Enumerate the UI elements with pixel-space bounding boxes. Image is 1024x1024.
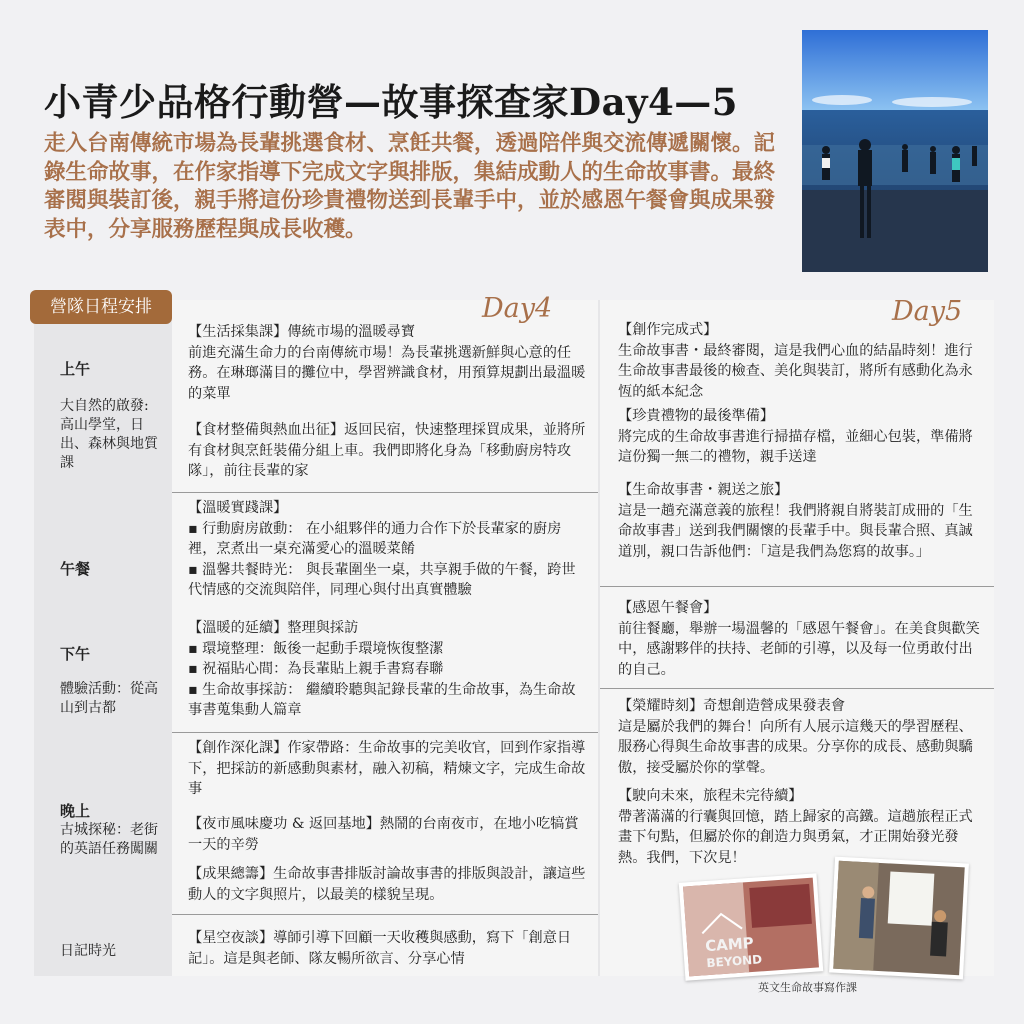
writing-class-photo — [829, 857, 969, 980]
schedule-badge: 營隊日程安排 — [30, 290, 172, 324]
block-body: 返回民宿，快速整理採買成果，並將所有食材與烹飪裝備分組上車。我們即將化身為「移動廚房特攻隊」，前往長輩的家 — [188, 422, 586, 479]
slot-label: 下午 — [60, 645, 91, 663]
slot-desc: 大自然的啟發:高山學堂，日出、森林與地質課 — [60, 398, 158, 471]
day5-block — [618, 406, 980, 468]
day5-block — [618, 320, 980, 402]
day4-block — [188, 928, 588, 969]
day4-block — [188, 864, 588, 905]
day4-block — [188, 498, 588, 601]
block-body: 這是屬於我們的舞台！向所有人展示這幾天的學習歷程、服務心得與生命故事書的成果。分享你的成長、感動與驕傲，接受屬於你的掌聲。 — [618, 718, 973, 776]
block-body: 熱鬧的台南夜市，在地小吃犒賞一天的辛勞 — [188, 816, 579, 853]
divider — [172, 914, 598, 915]
day4-block — [188, 738, 588, 800]
logo-text: CAMP — [704, 933, 755, 956]
page-title: 小青少品格行動營—故事探查家Day4—5 — [44, 80, 739, 124]
block-title: 【珍貴禮物的最後準備】 — [618, 408, 775, 424]
day5-block — [618, 598, 980, 680]
block-item: ▪ 環境整理：飯後一起動手環境恢復整潔 — [188, 640, 444, 657]
photo-caption: 英文生命故事寫作課 — [758, 981, 857, 994]
block-title: 【溫暖的延續】整理與採訪 — [188, 620, 359, 636]
divider — [172, 732, 598, 733]
day5-block — [618, 696, 980, 778]
block-body: 生命故事書・最終審閱，這是我們心血的結晶時刻！進行生命故事書最後的檢查、美化與裝訂，將所有感動化為永恆的紙本紀念 — [618, 342, 973, 400]
day4-block — [188, 420, 588, 482]
block-body: 將完成的生命故事書進行掃描存檔，並細心包裝，準備將這份獨一無二的禮物，親手送達 — [618, 428, 973, 465]
block-title: 【星空夜談】 — [188, 930, 274, 946]
slot-afternoon — [60, 645, 160, 718]
block-item: ▪ 生命故事採訪： 繼續聆聽與記錄長輩的生命故事，為生命故事書蒐集動人篇章 — [188, 681, 576, 718]
beach-photo — [802, 30, 988, 272]
divider — [600, 586, 994, 587]
block-title: 【溫暖實踐課】 — [188, 500, 288, 516]
block-title: 【生活採集課】傳統市場的溫暖尋寶 — [188, 324, 416, 340]
intro-paragraph: 走入台南傳統市場為長輩挑選食材、烹飪共餐，透過陪伴與交流傳遞關懷。記錄生命故事，在作家指導下完成文字與排版，集結成動人的生命故事書。最終審閱與裝訂後，親手將這份珍貴禮物送到長輩手中，並於感恩午餐會與成果發表中，分享服務歷程與成長收穫。 — [44, 131, 776, 242]
divider — [172, 492, 598, 493]
day5-heading: Day5 — [892, 296, 963, 327]
block-title: 【榮耀時刻】奇想創造營成果發表會 — [618, 698, 846, 714]
block-item: ▪ 祝福貼心間：為長輩貼上親手書寫春聯 — [188, 661, 444, 677]
block-title: 【生命故事書・親送之旅】 — [618, 482, 789, 498]
slot-morning — [60, 360, 160, 473]
block-body: 作家帶路：生命故事的完美收官，回到作家指導下，把採訪的新感動與素材，融入初稿，精煉文字，完成生命故事 — [188, 740, 586, 797]
block-body: 生命故事書排版討論故事書的排版與設計，讓這些動人的文字與照片，以最美的樣貌呈現。 — [188, 866, 586, 903]
day4-block — [188, 814, 588, 855]
slot-label: 午餐 — [60, 560, 91, 578]
block-body: 前進充滿生命力的台南傳統市場！為長輩挑選新鮮與心意的任務。在琳瑯滿目的攤位中，學習辨識食材，用預算規劃出最溫暖的菜單 — [188, 344, 586, 402]
slot-lunch — [60, 560, 160, 579]
day4-block — [188, 322, 588, 404]
block-title: 【成果總籌】 — [188, 866, 274, 882]
day4-block — [188, 618, 588, 721]
slot-desc: 古城探秘：老街的英語任務闖關 — [60, 822, 158, 857]
block-title: 【駛向未來，旅程未完待續】 — [618, 788, 803, 804]
day5-block — [618, 786, 980, 868]
block-item: ▪ 溫馨共餐時光： 與長輩圍坐一桌，共享親手做的午餐，跨世代情感的交流與陪伴，同理心與付出真實體驗 — [188, 561, 576, 598]
block-title: 【感恩午餐會】 — [618, 600, 718, 616]
block-title: 【創作深化課】 — [188, 740, 288, 756]
slot-desc: 體驗活動：從高山到古都 — [60, 681, 158, 716]
day5-block — [618, 480, 980, 562]
block-body: 導師引導下回顧一天收穫與感動，寫下「創意日記」。這是與老師、隊友暢所欲言、分享心情 — [188, 930, 572, 967]
slot-evening — [60, 802, 160, 859]
slot-diary — [60, 942, 160, 961]
block-item: ▪ 行動廚房啟動： 在小組夥伴的通力合作下於長輩家的廚房裡，烹煮出一桌充滿愛心的溫暖菜餚 — [188, 520, 562, 557]
slot-label: 上午 — [60, 360, 91, 378]
block-body: 帶著滿滿的行囊與回憶，踏上歸家的高鐵。這趟旅程正式畫下句點，但屬於你的創造力與勇氣，才正開始發光發熱。我們，下次見！ — [618, 808, 973, 866]
block-body: 前往餐廳，舉辦一場溫馨的「感恩午餐會」。在美食與歡笑中，感謝夥伴的扶持、老師的引導，以及每一位勇敢付出的自己。 — [618, 620, 980, 678]
block-title: 【夜市風味慶功 & 返回基地】 — [188, 816, 380, 832]
divider — [600, 688, 994, 689]
slot-label: 日記時光 — [60, 943, 116, 959]
block-body: 這是一趟充滿意義的旅程！我們將親自將裝訂成冊的「生命故事書」送到我們關懷的長輩手中。與長輩合照、真誠道別，親口告訴他們：「這是我們為您寫的故事。」 — [618, 502, 973, 560]
day4-heading: Day4 — [482, 293, 553, 324]
slot-label: 晚上 — [60, 802, 91, 820]
svg-text:BEYOND: BEYOND — [705, 952, 763, 971]
camp-beyond-photo — [679, 873, 824, 980]
block-title: 【食材整備與熱血出征】 — [188, 422, 345, 438]
block-title: 【創作完成式】 — [618, 322, 718, 338]
